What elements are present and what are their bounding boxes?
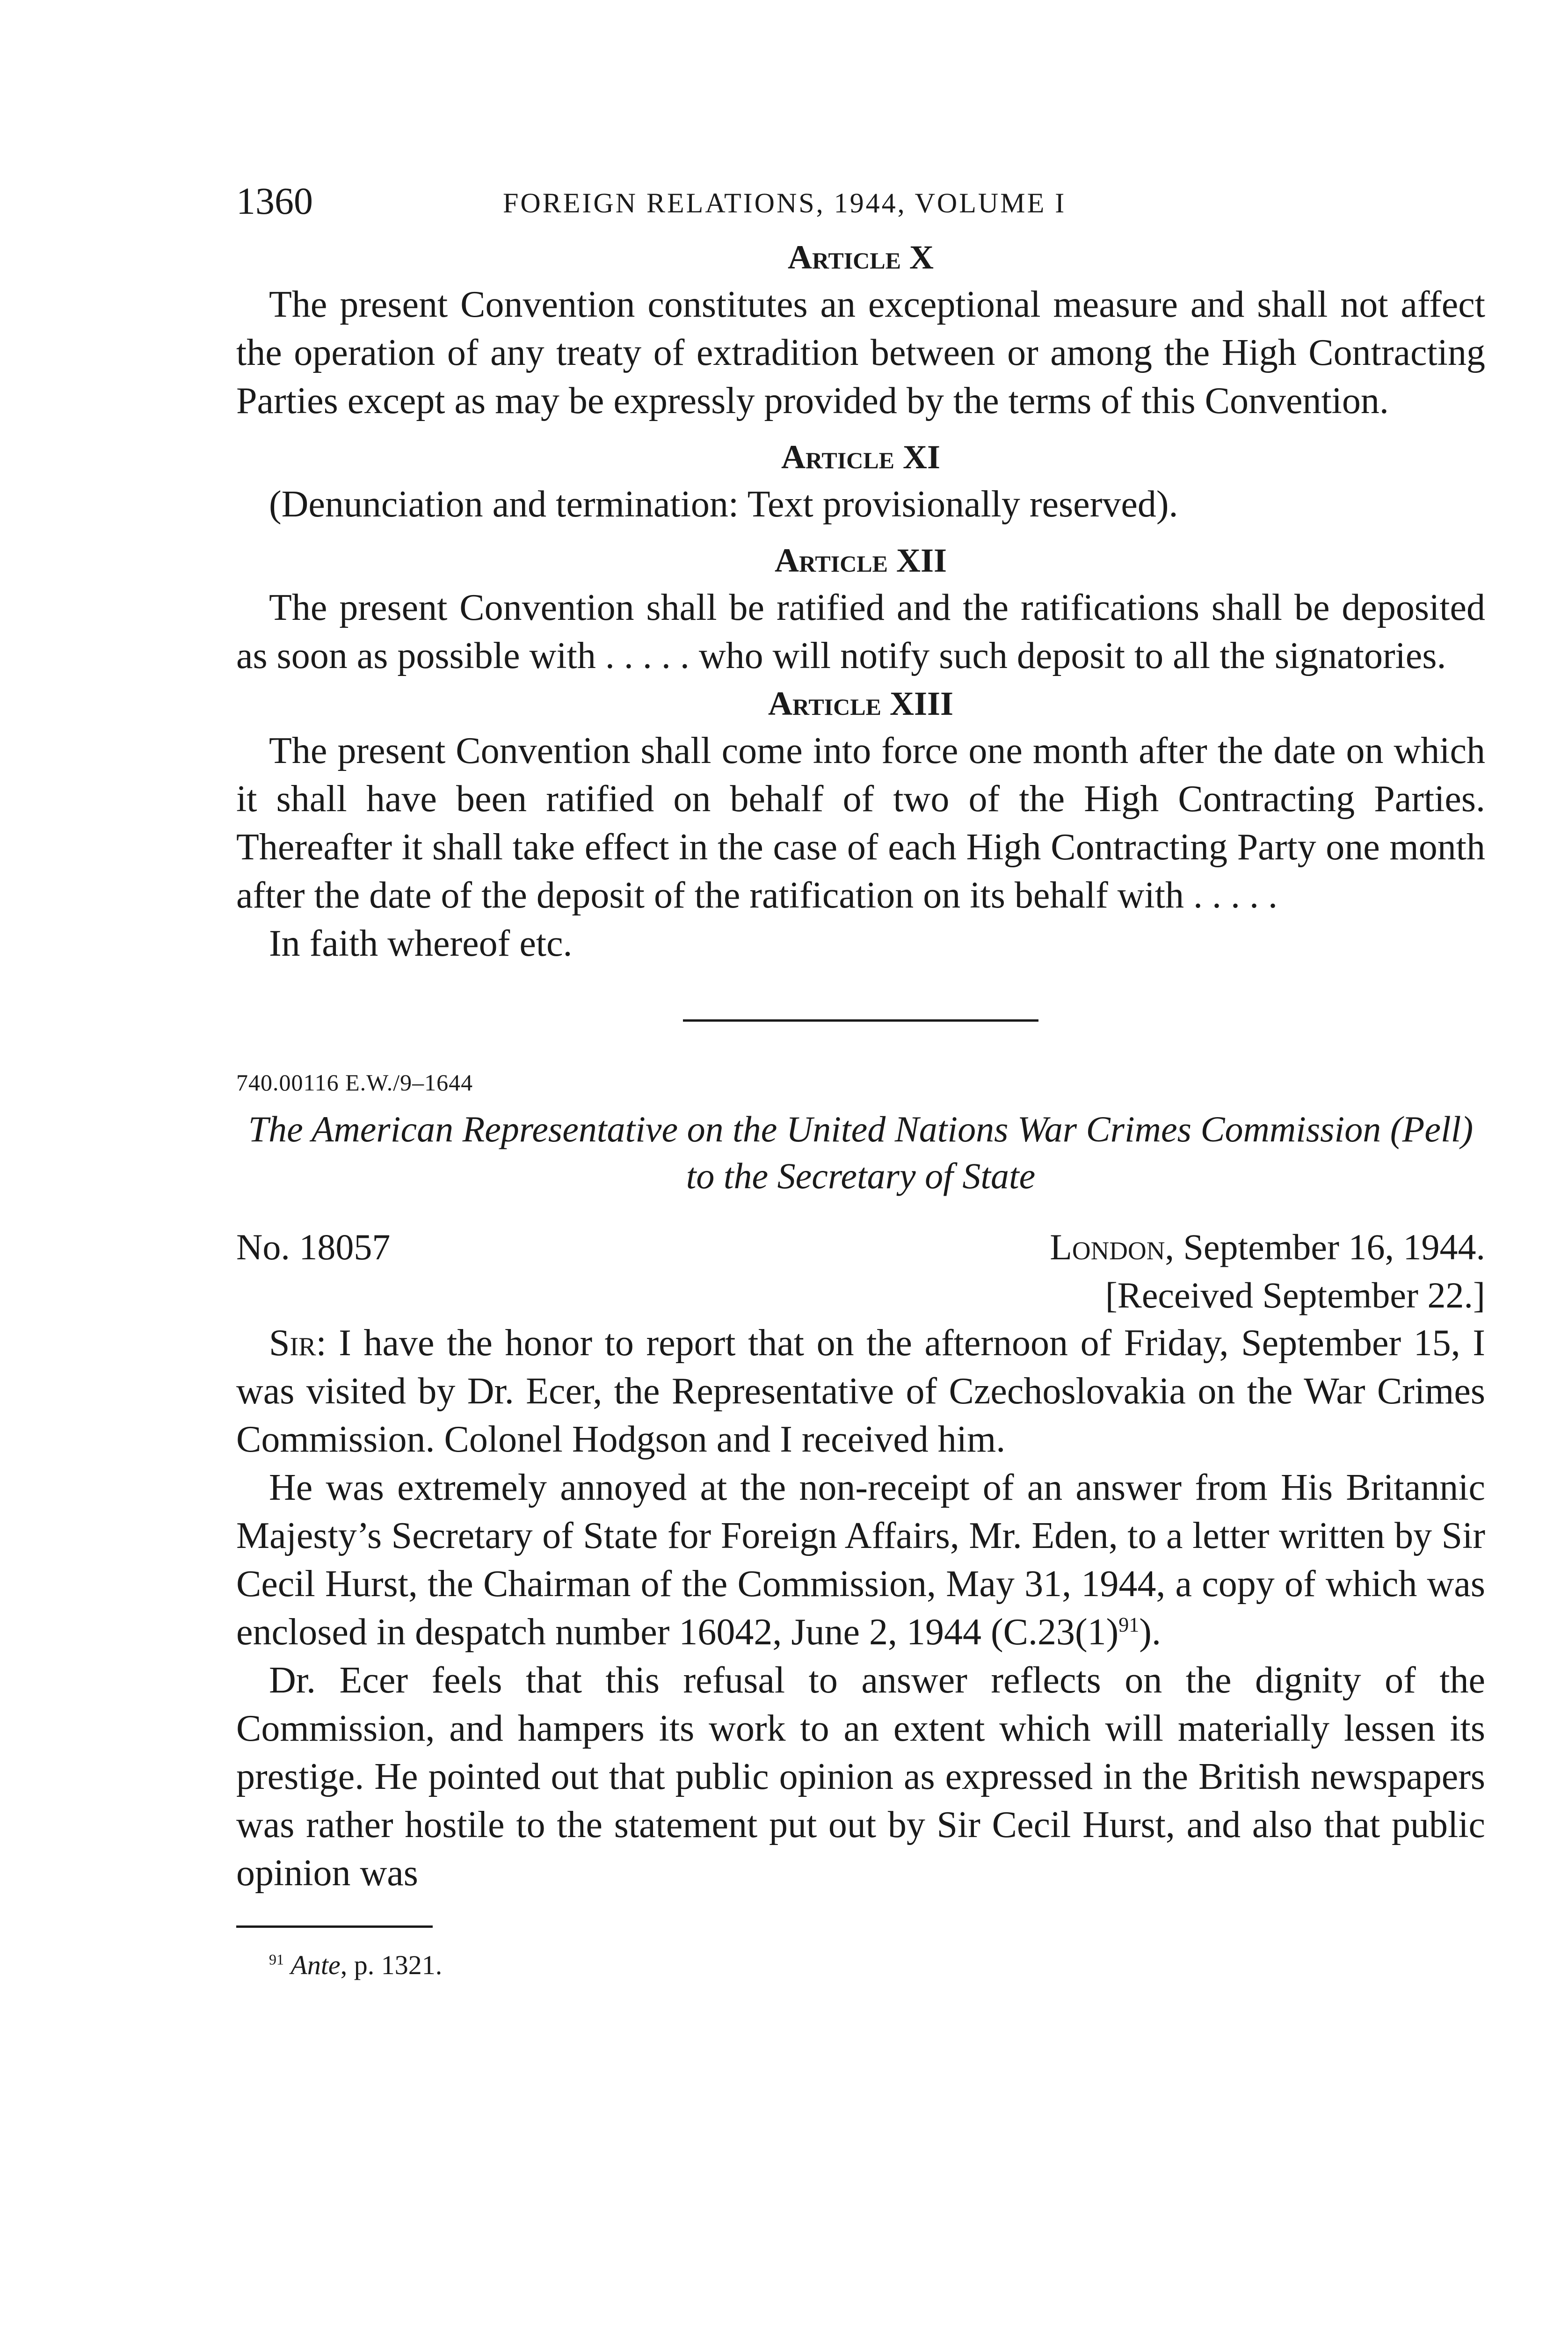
date: , September 16, 1944. xyxy=(1165,1227,1485,1267)
place: London xyxy=(1050,1227,1165,1267)
footnote-ante: Ante xyxy=(290,1950,341,1980)
article-xiii-heading: Article XIII xyxy=(768,685,954,722)
file-number: 740.00116 E.W./9–1644 xyxy=(236,1069,473,1096)
article-xiii-text: The present Convention shall come into force one month after the date on which it shall have been ratified on behalf of two of the High Contracting Parties. Thereafter it shall take effect in the case of each High Contracting Party one month after the date of the deposit of the ratification on its behalf with . . . . . xyxy=(236,730,1485,916)
footnote-ref: 91 xyxy=(1118,1613,1140,1636)
paragraph-2-end: ). xyxy=(1139,1612,1161,1653)
paragraph-2 xyxy=(236,1464,1485,1656)
paragraph-2-text: He was extremely annoyed at the non-receipt of an answer from His Britannic Majesty’s Secretary of State for Foreign Affairs, Mr. Eden, to a letter written by Sir Cecil Hurst, the Chairman of the Commission, May 31, 1944, a copy of which was enclosed in despatch number 16042, June 2, 1944 (C.23(1) xyxy=(236,1467,1485,1653)
article-xii-text: The present Convention shall be ratified and the ratifications shall be deposited as soon as possible with . . . . . who will notify such deposit to all the signatories. xyxy=(236,587,1485,676)
place-date xyxy=(1050,1223,1485,1271)
article-xi-heading: Article XI xyxy=(781,438,940,476)
footnote-page-ref: , p. 1321. xyxy=(340,1950,443,1980)
page-number: 1360 xyxy=(236,180,313,222)
running-head xyxy=(236,178,1485,234)
dateline xyxy=(236,1223,1485,1271)
article-xii-heading: Article XII xyxy=(775,542,947,579)
paragraph-1-text: : I have the honor to report that on the afternoon of Friday, September 15, I was visited by Dr. Ecer, the Representative of Czechoslovakia on the War Crimes Commission. Colonel Hodgson and I received him. xyxy=(236,1322,1485,1460)
article-xiii-closing: In faith whereof etc. xyxy=(269,923,573,964)
footnote-marker: 91 xyxy=(269,1951,284,1968)
paragraph-3: Dr. Ecer feels that this refusal to answer reflects on the dignity of the Commission, and hampers its work to an extent which will materially lessen its prestige. He pointed out that public opinion as expressed in the British newspapers was rather hostile to the statement put out by Sir Cecil Hurst, and also that public opinion was xyxy=(236,1660,1485,1894)
document-page xyxy=(236,178,1485,1984)
received-date: [Received September 22.] xyxy=(1105,1275,1485,1315)
running-title: FOREIGN RELATIONS, 1944, VOLUME I xyxy=(503,188,1067,218)
despatch-number: No. 18057 xyxy=(236,1227,391,1267)
footnote-rule xyxy=(236,1925,433,1928)
document-title: The American Representative on the United Nations War Crimes Commission (Pell) to the Secretary of State xyxy=(248,1109,1474,1196)
section-divider xyxy=(683,1019,1038,1022)
salutation: Sir xyxy=(269,1322,316,1364)
paragraph-1 xyxy=(236,1319,1485,1464)
footnote xyxy=(236,1947,1485,1984)
article-xi-text: (Denunciation and termination: Text provisionally reserved). xyxy=(269,484,1178,525)
article-x-heading: Article X xyxy=(788,239,934,276)
article-x-text: The present Convention constitutes an exceptional measure and shall not affect the operation of any treaty of extradition between or among the High Contracting Parties except as may be expressly provided by the terms of this Convention. xyxy=(236,284,1485,421)
